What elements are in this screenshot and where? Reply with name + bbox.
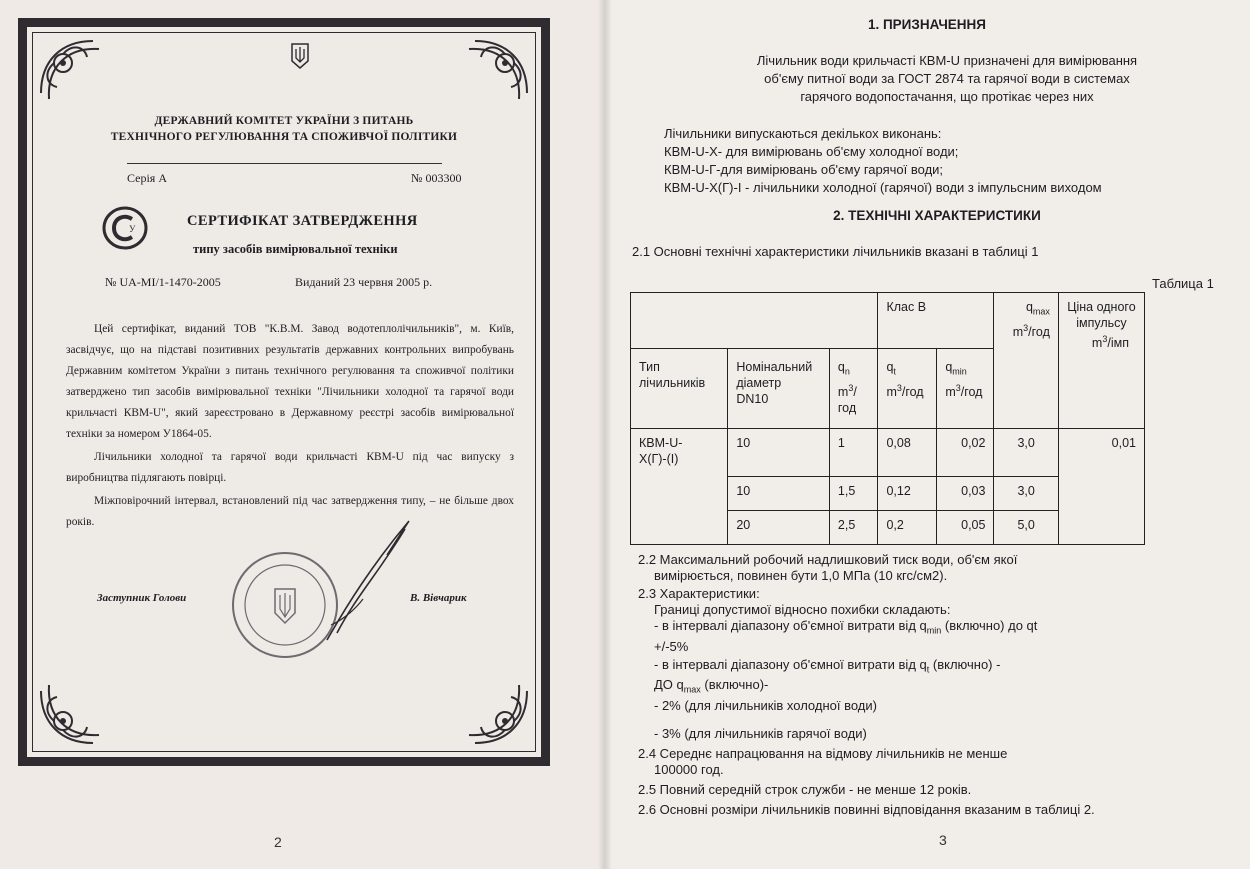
spec-line: 100000 год. xyxy=(654,761,724,777)
variants-list xyxy=(664,125,1102,197)
header-label: /год xyxy=(901,384,924,399)
header-label: /імп xyxy=(1107,336,1129,351)
header-label: m xyxy=(1012,324,1024,339)
header-label: min xyxy=(952,366,967,377)
cert-subtitle: типу засобів вимірювальної техніки xyxy=(193,242,398,256)
header-label: год xyxy=(837,400,857,415)
table-cell-qt: 0,2 xyxy=(878,511,937,545)
cert-issue-date: Виданий 23 червня 2005 р. xyxy=(295,275,433,289)
spec-line: 2.3 Характеристики: xyxy=(638,586,760,601)
header-label: DN10 xyxy=(736,392,769,406)
header-label: 3 xyxy=(896,382,902,393)
header-label: 3 xyxy=(848,382,854,393)
header-label: m xyxy=(945,384,956,399)
spec-line: - 3% (для лічильників гарячої води) xyxy=(654,725,867,741)
spec-line: Границі допустимої відносно похибки складають: xyxy=(654,602,951,617)
characteristics-list xyxy=(638,552,1095,818)
table-cell-type xyxy=(631,429,728,545)
cert-reg-number: № UA-MI/1-1470-2005 xyxy=(105,275,221,289)
cert-series: Серія А xyxy=(127,171,167,185)
spec-line: 2.2 Максимальний робочий надлишковий тиск води, об'єм якої xyxy=(638,552,1018,567)
header-class-label: Клас В xyxy=(886,300,927,314)
corner-ornament-icon xyxy=(451,33,535,117)
table-cell-qmax: 5,0 xyxy=(994,511,1058,545)
cert-paragraph: Лічильники холодної та гарячої води крильчасті КВМ-U під час випуску з виробництва підлягають повірці. xyxy=(66,451,514,484)
header-label: 3 xyxy=(1023,322,1029,333)
header-label: q xyxy=(945,360,953,374)
spec-line: 2.4 Середнє напрацювання на відмову лічильників не менше xyxy=(638,745,1008,761)
cert-org-line2: ТЕХНІЧНОГО РЕГУЛЮВАННЯ ТА СПОЖИВЧОЇ ПОЛІТИКИ xyxy=(110,131,458,143)
spec-line xyxy=(638,618,1095,639)
signature-scribble-icon xyxy=(317,515,417,645)
table-header-price xyxy=(1058,293,1144,429)
table-cell-dn: 10 xyxy=(728,477,830,511)
table-cell-dn: 10 xyxy=(728,429,830,477)
table-cell-qmin: 0,02 xyxy=(937,429,994,477)
table-header-class xyxy=(878,293,994,349)
spec-text: - в інтервалі діапазону об'ємної витрати від q xyxy=(654,656,927,672)
header-label: Номінальний xyxy=(736,360,813,374)
header-label: 3 xyxy=(1102,334,1108,344)
certificate xyxy=(18,18,550,766)
table-cell-qn: 1,5 xyxy=(829,477,878,511)
corner-ornament-icon xyxy=(33,667,117,751)
cert-org-line1: ДЕРЖАВНИЙ КОМІТЕТ УКРАЇНИ З ПИТАНЬ xyxy=(154,115,414,127)
cell-value: Х(Г)-(І) xyxy=(639,452,679,466)
table-cell-dn: 20 xyxy=(728,511,830,545)
spec-text: min xyxy=(926,625,942,636)
spec-line xyxy=(638,677,1095,698)
header-label: 3 xyxy=(955,382,961,393)
header-label: лічильників xyxy=(639,376,706,390)
page-number-left: 2 xyxy=(274,834,282,850)
header-label: q xyxy=(1025,300,1033,314)
spec-text: (включно) до qt xyxy=(941,618,1038,633)
cert-paragraph: Міжповірочний інтервал, встановлений під час затвердження типу, – не більше двох років. xyxy=(66,495,514,528)
header-label: m xyxy=(1091,336,1103,351)
cert-signer-name: В. Вівчарик xyxy=(410,592,467,604)
corner-ornament-icon xyxy=(33,33,117,117)
cert-paragraph: Цей сертифікат, виданий ТОВ "К.В.М. Завод водотеплолічильників", м. Київ, засвідчує, що на підставі позитивних результатів державних контрольних випробувань Державним комітетом України з питань технічного регулювання та споживчої політики затверджено тип засобів вимірювальної техніки "Лічильники холодної та гарячої води крильчасті КВМ-U", який зареєстровано в Державному реєстрі засобів вимірювальної техніки за номером У1864-05. xyxy=(66,323,514,440)
table-header-qn xyxy=(829,349,878,429)
table-header-type xyxy=(631,349,728,429)
right-page xyxy=(604,0,1250,869)
spec-text: (включно) - xyxy=(929,656,1001,672)
table-header-qmin xyxy=(937,349,994,429)
spec-text: max xyxy=(683,684,701,695)
section2-title: 2. ТЕХНІЧНІ ХАРАКТЕРИСТИКИ xyxy=(833,208,1041,223)
header-label: m xyxy=(837,384,849,399)
purpose-line: об'єму питної води за ГОСТ 2874 та гарячої води в системах xyxy=(764,71,1130,86)
spec-line: 2.6 Основні розміри лічильників повинні відповідання вказаним в таблиці 2. xyxy=(638,801,1095,817)
table-empty-header xyxy=(631,293,878,349)
header-label: /год xyxy=(960,384,983,399)
trident-emblem-icon xyxy=(291,43,309,69)
header-label: n xyxy=(844,366,850,377)
header-label: діаметр xyxy=(736,376,782,390)
header-label: max xyxy=(1032,306,1050,317)
purpose-line: Лічильник води крильчасті КВМ-U призначені для вимірювання xyxy=(756,53,1138,68)
spec-line: +/-5% xyxy=(654,638,689,654)
table-cell-qt: 0,08 xyxy=(878,429,937,477)
table-cell-qt: 0,12 xyxy=(878,477,937,511)
page-fold xyxy=(598,0,612,869)
spec-text: - в інтервалі діапазону об'ємної витрати від q xyxy=(654,618,927,633)
spec-line xyxy=(638,657,1095,678)
purpose-text xyxy=(644,52,1250,106)
cert-signer-title: Заступник Голови xyxy=(97,592,187,604)
spec-line: - 2% (для лічильників холодної води) xyxy=(654,697,877,713)
table-header-qt xyxy=(878,349,937,429)
page-number-right: 3 xyxy=(939,832,947,848)
spec-text: ДО q xyxy=(654,677,684,693)
table-header-dn xyxy=(728,349,830,429)
specs-table xyxy=(630,292,1145,545)
table-cell-qmax: 3,0 xyxy=(994,477,1058,511)
corner-ornament-icon xyxy=(451,667,535,751)
cert-number: № 003300 xyxy=(411,171,462,185)
section1-title: 1. ПРИЗНАЧЕННЯ xyxy=(867,17,987,32)
cert-body xyxy=(66,319,514,533)
table-cell-qmin: 0,05 xyxy=(937,511,994,545)
table-cell-qn: 1 xyxy=(829,429,878,477)
header-label: q xyxy=(837,360,845,374)
cell-value: КВМ-U- xyxy=(639,436,683,450)
table-row xyxy=(631,429,1145,477)
spec-text: (включно)- xyxy=(700,677,769,693)
spec-line: вимірюється, повинен бути 1,0 МПа (10 кгс/см2). xyxy=(654,568,948,583)
variant-item: КВМ-U-X- для вимірювань об'єму холодної води; xyxy=(664,144,959,159)
header-label: t xyxy=(893,366,896,377)
header-label: q xyxy=(886,360,894,374)
variants-intro: Лічильники випускаються декількох виконань: xyxy=(664,126,942,141)
svg-text:У: У xyxy=(129,224,136,234)
variant-item: КВМ-U-Х(Г)-І - лічильники холодної (гарячої) води з імпульсним виходом xyxy=(664,180,1102,195)
table-cell-qmin: 0,03 xyxy=(937,477,994,511)
table-caption: Таблица 1 xyxy=(1152,276,1214,291)
header-label: / xyxy=(853,384,857,399)
cert-divider xyxy=(127,163,442,164)
table-header-qmax xyxy=(994,293,1058,429)
certification-mark-icon xyxy=(102,205,148,251)
header-label: Тип xyxy=(639,360,660,374)
header-label: Ціна одного xyxy=(1067,300,1136,314)
table-header-row xyxy=(631,293,1145,349)
header-label: /год xyxy=(1028,324,1050,339)
table-cell-qn: 2,5 xyxy=(829,511,878,545)
spec-line: 2.5 Повний середній строк служби - не менше 12 років. xyxy=(638,781,972,797)
header-label: імпульсу xyxy=(1076,316,1127,330)
header-label: m xyxy=(886,384,897,399)
item-2-1: 2.1 Основні технічні характеристики лічильників вказані в таблиці 1 xyxy=(632,244,1039,259)
table-cell-price: 0,01 xyxy=(1058,429,1144,545)
purpose-line: гарячого водопостачання, що протікає через них xyxy=(800,89,1094,104)
cert-title: СЕРТИФІКАТ ЗАТВЕРДЖЕННЯ xyxy=(187,213,418,229)
left-page xyxy=(0,0,604,869)
spec-text: t xyxy=(926,664,930,675)
table-cell-qmax: 3,0 xyxy=(994,429,1058,477)
variant-item: КВМ-U-Г-для вимірювань об'єму гарячої води; xyxy=(664,162,944,177)
